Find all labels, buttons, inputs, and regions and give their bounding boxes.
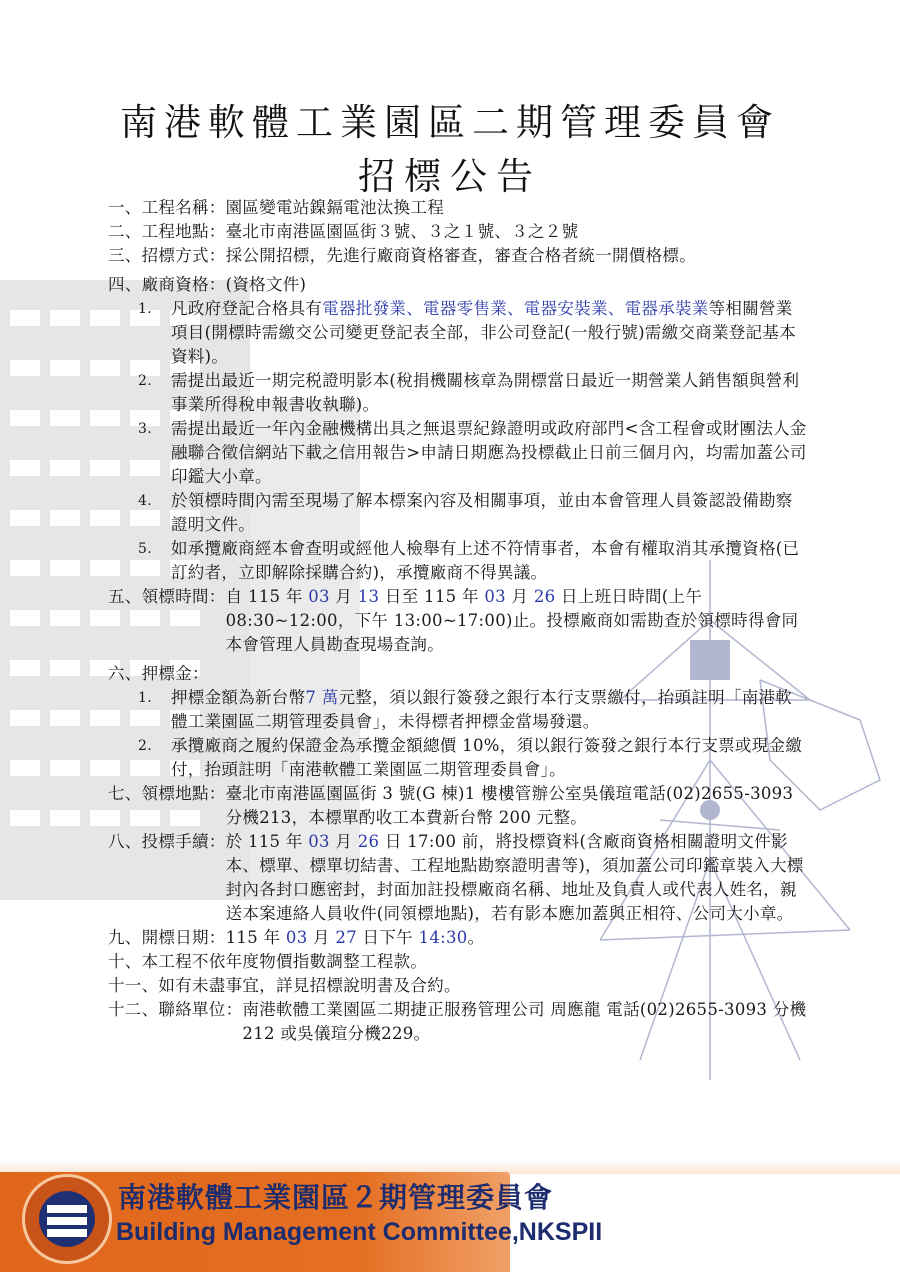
qualification-item bbox=[138, 369, 808, 417]
item-pickup-location bbox=[108, 782, 808, 830]
item-text: 自 115 年 03 月 13 日至 115 年 03 月 26 日上班日時間(上午08:30~12:00，下午 13:00~17:00)止。投標廠商如需勘查於領標時得會同本會管理人員勘查現場查詢。 bbox=[225, 587, 799, 654]
qualification-item bbox=[138, 297, 808, 369]
list-number: 2. bbox=[138, 373, 152, 389]
item-contact bbox=[108, 998, 808, 1046]
deposit-item bbox=[138, 686, 808, 734]
item-text: 115 年 03 月 27 日下午 14:30。 bbox=[225, 928, 485, 947]
item-label: 九、開標日期： bbox=[108, 928, 226, 947]
list-text: 承攬廠商之履約保證金為承攬金額總價 10%，須以銀行簽發之銀行本行支票或現金繳付，抬頭註明「南港軟體工業園區二期管理委員會」。 bbox=[171, 736, 803, 779]
item-label: 五、領標時間： bbox=[108, 587, 226, 606]
deposit-amount: 7 萬 bbox=[305, 688, 339, 707]
list-text: 如承攬廠商經本會查明或經他人檢舉有上述不符情事者，本會有權取消其承攬資格(已訂約者，立即解除採購合約)，承攬廠商不得異議。 bbox=[171, 539, 800, 582]
qualification-item bbox=[138, 417, 808, 489]
item-opening-date bbox=[108, 926, 808, 950]
item-label: 十二、聯絡單位： bbox=[108, 1000, 243, 1019]
item-bid-period bbox=[108, 585, 808, 657]
item-text: 臺北市南港區園區街 3 號(G 棟)1 樓樓管辦公室吳儀瑄電話(02)2655-3093 分機213，本標單酌收工本費新台幣 200 元整。 bbox=[225, 784, 794, 827]
item-price-adjustment: 十、本工程不依年度物價指數調整工程款。 bbox=[108, 952, 428, 971]
list-number: 5. bbox=[138, 541, 152, 557]
list-text: 需提出最近一期完税證明影本(稅捐機關核章為開標當日最近一期營業人銷售額與營利事業所得稅申報書收執聯)。 bbox=[171, 371, 800, 414]
item-project-name bbox=[108, 196, 808, 220]
item-text: 園區變電站鎳鎘電池汰換工程 bbox=[225, 198, 445, 217]
list-number: 1. bbox=[138, 690, 152, 706]
item-project-location bbox=[108, 220, 808, 244]
qualification-item bbox=[138, 489, 808, 537]
list-number: 3. bbox=[138, 421, 152, 437]
park-logo bbox=[22, 1174, 112, 1264]
item-label: 二、工程地點： bbox=[108, 222, 226, 241]
footer-committee-name-en: Building Management Committee,NKSPII bbox=[116, 1218, 603, 1246]
item-text: 南港軟體工業園區二期捷正服務管理公司 周應龍 電話(02)2655-3093 分機212 或吳儀瑄分機229。 bbox=[242, 1000, 807, 1043]
footer-banner bbox=[0, 1160, 900, 1272]
item-label: 四、廠商資格： bbox=[108, 275, 226, 294]
item-bid-procedure bbox=[108, 830, 808, 926]
list-text: 需提出最近一年內金融機構出具之無退票紀錄證明或政府部門<含工程會或財團法人金融聯合徵信網站下載之信用報告>申請日期應為投標截止日前三個月內，均需加蓋公司印鑑大小章。 bbox=[171, 419, 807, 486]
item-deposit bbox=[108, 662, 808, 686]
footer-committee-name: 南港軟體工業園區２期管理委員會 bbox=[118, 1181, 554, 1214]
notice-body bbox=[108, 196, 808, 1046]
item-text: 採公開招標，先進行廠商資格審查，審查合格者統一開價格標。 bbox=[225, 246, 697, 265]
item-label: 八、投標手續： bbox=[108, 832, 226, 851]
list-number: 2. bbox=[138, 738, 152, 754]
qualification-item bbox=[138, 537, 808, 585]
deposit-item bbox=[138, 734, 808, 782]
item-qualifications bbox=[108, 273, 808, 297]
item-label: 一、工程名稱： bbox=[108, 198, 226, 217]
item-text: 於 115 年 03 月 26 日 17:00 前，將投標資料(含廠商資格相關證明文件影本、標單、標單切結書、工程地點勘察證明書等)，須加蓋公司印鑑章裝入大標封內各封口應密封，封面加註投標廠商名稱、地址及負責人或代表人姓名，親送本案連絡人員收件(同領標地點)，若有影本應加蓋與正相符、公司大小章。 bbox=[225, 832, 804, 923]
list-text: 於領標時間內需至現場了解本標案內容及相關事項，並由本會管理人員簽認設備勘察證明文件。 bbox=[171, 491, 793, 534]
item-label: 三、招標方式： bbox=[108, 246, 226, 265]
list-number: 1. bbox=[138, 301, 152, 317]
business-items-highlight: 電器批發業、電器零售業、電器安裝業、電器承裝業 bbox=[322, 299, 709, 318]
item-label: 六、押標金： bbox=[108, 664, 209, 683]
item-text: (資格文件) bbox=[225, 275, 307, 294]
item-other-matters: 十一、如有未盡事宜，詳見招標說明書及合約。 bbox=[108, 976, 461, 995]
item-label: 七、領標地點： bbox=[108, 784, 226, 803]
notice-title: 招標公告 bbox=[358, 155, 542, 198]
list-text: 凡政府登記合格具有電器批發業、電器零售業、電器安裝業、電器承裝業等相關營業項目(開標時需繳交公司變更登記表全部，非公司登記(一般行號)需繳交商業登記基本資料)。 bbox=[171, 299, 797, 366]
committee-title: 南港軟體工業園區二期管理委員會 bbox=[120, 101, 780, 144]
item-tender-method bbox=[108, 244, 808, 268]
list-number: 4. bbox=[138, 493, 152, 509]
list-text: 押標金額為新台幣7 萬元整，須以銀行簽發之銀行本行支票繳付，抬頭註明「南港軟體工業園區二期管理委員會」，未得標者押標金當場發還。 bbox=[171, 688, 793, 731]
item-text: 臺北市南港區園區街３號、３之１號、３之２號 bbox=[225, 222, 579, 241]
